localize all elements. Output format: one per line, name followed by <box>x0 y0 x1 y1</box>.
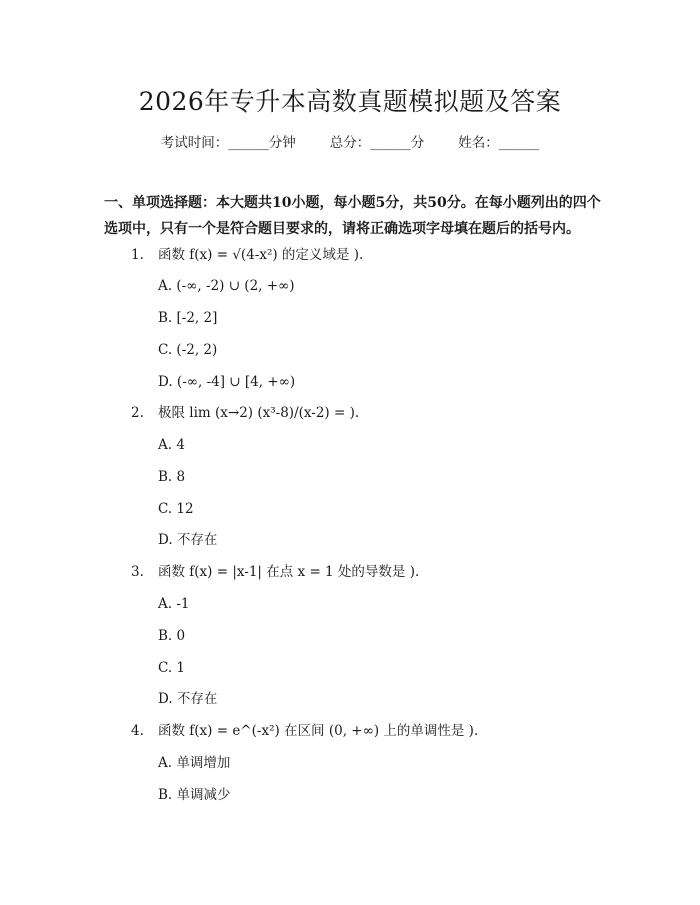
question-3 <box>131 562 419 582</box>
option-b: B. [-2, 2] <box>158 310 218 326</box>
question-number: 3. <box>131 564 144 580</box>
total-score-field: 总分：______分 <box>329 135 425 151</box>
option-c: C. (-2, 2) <box>158 342 218 358</box>
question-2 <box>131 403 359 423</box>
section-heading: 一、单项选择题：本大题共10小题，每小题5分，共50分。在每小题列出的四个选项中，只有一个是符合题目要求的，请将正确选项字母填在题后的括号内。 <box>104 195 601 237</box>
option-a: A. 单调增加 <box>158 755 231 771</box>
student-name-field: 姓名：______ <box>458 135 540 151</box>
question-text: 函数 f(x) = |x-1| 在点 x = 1 处的导数是 ). <box>158 564 420 580</box>
question-number: 4. <box>131 723 144 739</box>
option-d: D. (-∞, -4] ∪ [4, +∞) <box>158 374 296 390</box>
option-a: A. -1 <box>158 596 190 612</box>
question-1 <box>131 245 363 265</box>
option-b: B. 0 <box>158 628 186 644</box>
option-b: B. 8 <box>158 469 186 485</box>
exam-info <box>0 131 700 151</box>
option-b: B. 单调减少 <box>158 787 231 803</box>
option-c: C. 1 <box>158 660 186 676</box>
exam-time-field: 考试时间：______分钟 <box>160 135 296 151</box>
option-d: D. 不存在 <box>158 691 218 707</box>
question-number: 1. <box>131 247 144 263</box>
question-4 <box>131 721 478 741</box>
option-c: C. 12 <box>158 501 194 517</box>
option-a: A. 4 <box>158 437 185 453</box>
option-d: D. 不存在 <box>158 532 218 548</box>
question-text: 极限 lim (x→2) (x³-8)/(x-2) = ). <box>158 405 360 421</box>
page-title: 2026年专升本高数真题模拟题及答案 <box>138 87 562 116</box>
question-text: 函数 f(x) = √(4-x²) 的定义域是 ). <box>158 247 364 263</box>
question-text: 函数 f(x) = e^(-x²) 在区间 (0, +∞) 上的单调性是 ). <box>158 723 479 739</box>
question-number: 2. <box>131 405 144 421</box>
option-a: A. (-∞, -2) ∪ (2, +∞) <box>158 278 295 294</box>
